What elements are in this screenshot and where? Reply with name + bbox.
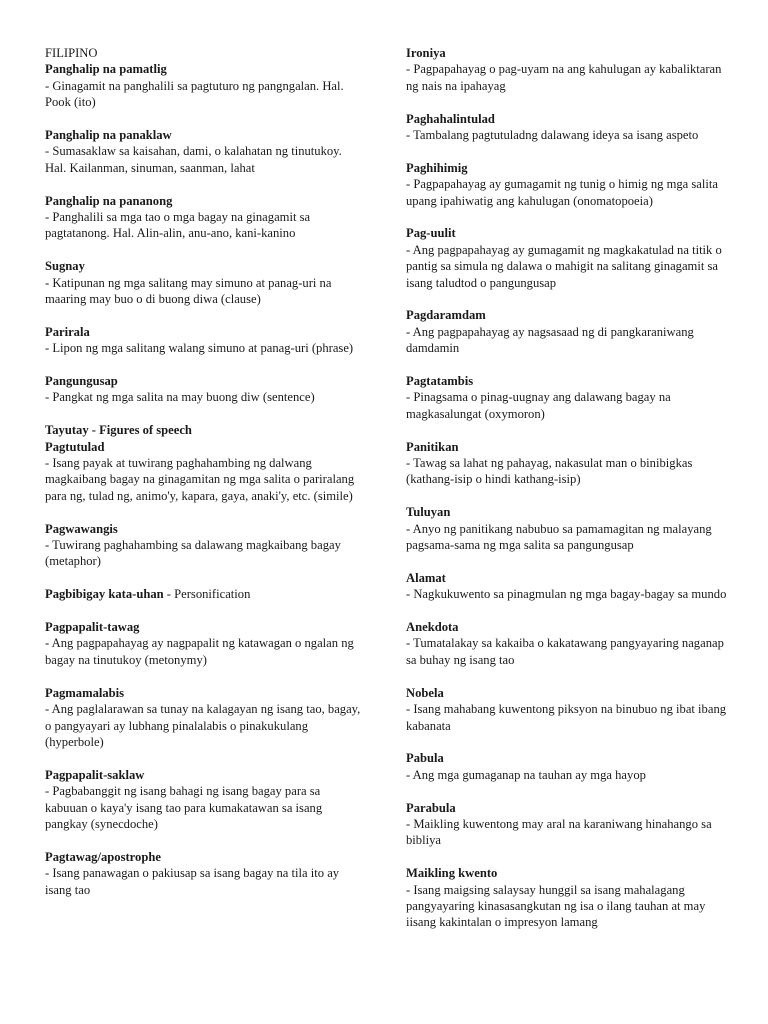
entry-panghalip-na-panaklaw <box>45 127 365 176</box>
entry-pagbibigay-kata-uhan <box>45 586 365 602</box>
document-title: FILIPINO <box>45 46 98 60</box>
entry-term: Nobela <box>406 685 444 700</box>
entry-definition: - Isang mahabang kuwentong piksyon na binubuo ng ibat ibang kabanata <box>406 702 727 733</box>
entry-definition: - Pagbabanggit ng isang bahagi ng isang bagay para sa kabuuan o kaya'y isang tao para kumakatawan sa isang pangkay (synecdoche) <box>45 784 323 831</box>
entry-term: Panitikan <box>406 439 459 454</box>
entry-definition: - Ang pagpapahayag ay nagpapalit ng katawagan o ngalan ng bagay na tinutukoy (metonymy) <box>45 636 354 667</box>
entry-pagwawangis <box>45 521 365 570</box>
entry-term: Pagwawangis <box>45 521 118 536</box>
entry-definition: - Ang pagpapahayag ay nagsasaad ng di pangkaraniwang damdamin <box>406 324 694 356</box>
entry-pag-uulit <box>406 225 736 291</box>
section-heading-tayutay: Tayutay - Figures of speech <box>45 423 192 438</box>
entry-pagdaramdam <box>406 307 736 356</box>
entry-panghalip-na-pamatlig <box>45 61 365 110</box>
entry-term: Parabula <box>406 800 456 815</box>
entry-term: Pag-uulit <box>406 226 456 241</box>
entry-ironiya <box>406 45 736 94</box>
entry-definition: - Lipon ng mga salitang walang simuno at panag-uri (phrase) <box>45 341 354 356</box>
entry-term: Parirala <box>45 324 90 339</box>
entry-anekdota <box>406 619 736 668</box>
entry-term: Pagbibigay kata-uhan <box>45 587 164 602</box>
entry-definition: - Panghalili sa mga tao o mga bagay na ginagamit sa pagtatanong. Hal. Alin-alin, anu-ano, kani-kanino <box>45 210 311 241</box>
entry-term: Anekdota <box>406 620 459 635</box>
entry-paghihimig <box>406 160 736 209</box>
entry-term: Sugnay <box>45 259 85 274</box>
entry-definition: - Pagpapahayag o pag-uyam na ang kahulugan ay kabaliktaran ng nais na ipahayag <box>406 62 722 93</box>
entry-parirala <box>45 324 365 357</box>
entry-definition: - Katipunan ng mga salitang may simuno at panag-uri na maaring may buo o di buong diwa (clause) <box>45 275 332 307</box>
entry-definition: - Anyo ng panitikang nabubuo sa pamamagitan ng malayang pagsama-sama ng mga salita sa pangungusap <box>406 521 712 553</box>
entry-term: Alamat <box>406 570 446 585</box>
entry-term: Pagtatambis <box>406 374 474 389</box>
entry-pangungusap <box>45 373 365 406</box>
entry-definition: - Pagpapahayag ay gumagamit ng tunig o himig ng mga salita upang ipahiwatig ang kahulugan (onomatopoeia) <box>406 177 718 208</box>
entry-definition: - Ang mga gumaganap na tauhan ay mga hayop <box>406 767 646 782</box>
entry-maikling-kwento <box>406 865 736 931</box>
entry-definition: - Sumasaklaw sa kaisahan, dami, o kalahatan ng tinutukoy. Hal. Kailanman, sinuman, saanman, lahat <box>45 144 342 175</box>
entry-pagmamalabis <box>45 685 365 751</box>
entry-definition: - Tambalang pagtutuladng dalawang ideya sa isang aspeto <box>406 128 699 143</box>
entry-term: Pagtutulad <box>45 439 105 454</box>
entry-term: Ironiya <box>406 46 446 60</box>
entry-alamat <box>406 570 736 603</box>
entry-term: Panghalip na pamatlig <box>45 62 167 77</box>
entry-definition: - Ang pagpapahayag ay gumagamit ng magkakatulad na titik o pantig sa simula ng dalawa o mahigit na salitang ginagamit sa isang taludtod o pangungusap <box>406 242 722 290</box>
entry-term: Pangungusap <box>45 374 118 389</box>
entry-term: Panghalip na panaklaw <box>45 128 172 143</box>
entry-sugnay <box>45 258 365 307</box>
entry-pagtatambis <box>406 373 736 422</box>
entry-definition: - Pangkat ng mga salita na may buong diw (sentence) <box>45 390 315 405</box>
entry-pagtutulad <box>45 439 365 505</box>
entry-term: Paghihimig <box>406 160 468 175</box>
entry-definition: - Isang maigsing salaysay hunggil sa isang mahalagang pangyayaring kinasasangkutan ng isa o ilang tauhan at may iisang kakintalan o impresyon lamang <box>406 882 706 930</box>
entry-nobela <box>406 685 736 734</box>
entry-term: Maikling kwento <box>406 866 498 881</box>
entry-definition: - Ang paglalarawan sa tunay na kalagayan ng isang tao, bagay, o pangyayari ay lubhang pinalalabis o pinakukulang (hyperbole) <box>45 702 361 749</box>
entry-term: Panghalip na pananong <box>45 193 173 208</box>
entry-term: Tuluyan <box>406 505 451 520</box>
entry-definition: - Ginagamit na panghalili sa pagtuturo ng pangngalan. Hal. Pook (ito) <box>45 78 344 110</box>
entry-pabula <box>406 750 736 783</box>
entry-definition: - Tawag sa lahat ng pahayag, nakasulat man o binibigkas (kathang-isip o hindi kathang-isip) <box>406 456 693 487</box>
entry-definition: - Isang payak at tuwirang paghahambing ng dalwang magkaibang bagay na ginagamitan ng mga salita o pariralang para ng, tulad ng, animo'y, kapara, gaya, anaki'y, etc. (simile) <box>45 456 355 503</box>
entry-term: Pagtawag/apostrophe <box>45 849 161 864</box>
entry-definition: - Personification <box>163 587 251 602</box>
entry-pagtawag-apostrophe <box>45 849 365 898</box>
entry-definition: - Pinagsama o pinag-uugnay ang dalawang bagay na magkasalungat (oxymoron) <box>406 390 671 421</box>
entry-term: Pabula <box>406 751 444 766</box>
entry-tuluyan <box>406 504 736 553</box>
entry-term: Pagpapalit-tawag <box>45 620 140 635</box>
entry-term: Pagmamalabis <box>45 685 125 700</box>
entry-paghahalintulad <box>406 111 736 144</box>
entry-term: Pagpapalit-saklaw <box>45 767 145 782</box>
left-column <box>45 45 365 898</box>
entry-definition: - Isang panawagan o pakiusap sa isang bagay na tila ito ay isang tao <box>45 866 340 897</box>
entry-definition: - Maikling kuwentong may aral na karaniwang hinahango sa bibliya <box>406 816 712 848</box>
entry-definition: - Tuwirang paghahambing sa dalawang magkaibang bagay (metaphor) <box>45 538 341 569</box>
entry-parabula <box>406 800 736 849</box>
entry-term: Pagdaramdam <box>406 308 486 323</box>
entry-pagpapalit-saklaw <box>45 767 365 833</box>
right-column <box>406 45 736 931</box>
entry-panghalip-na-pananong <box>45 193 365 242</box>
entry-pagpapalit-tawag <box>45 619 365 668</box>
entry-panitikan <box>406 439 736 488</box>
entry-definition: - Tumatalakay sa kakaiba o kakatawang pangyayaring naganap sa buhay ng isang tao <box>406 636 724 667</box>
entry-term: Paghahalintulad <box>406 111 495 126</box>
entry-definition: - Nagkukuwento sa pinagmulan ng mga bagay-bagay sa mundo <box>406 587 727 602</box>
